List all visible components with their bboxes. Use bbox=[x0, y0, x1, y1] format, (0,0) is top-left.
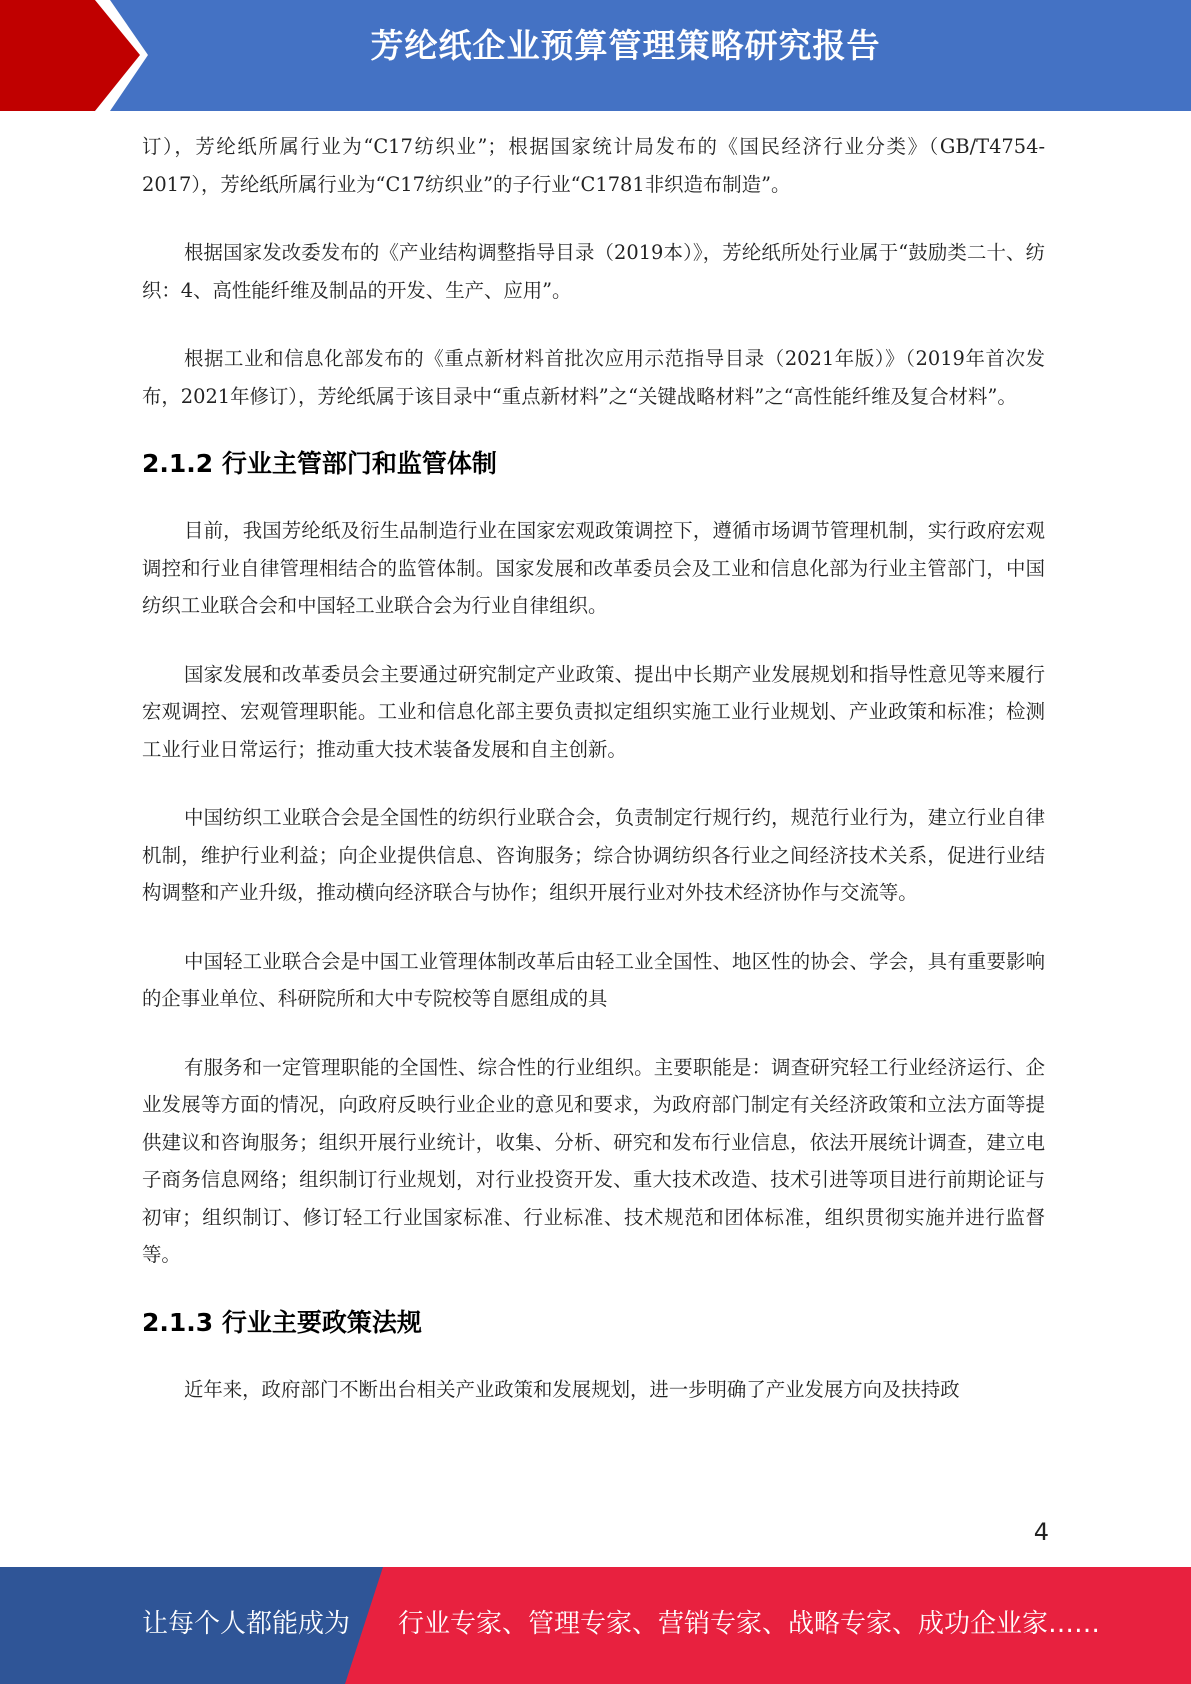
paragraph: 近年来，政府部门不断出台相关产业政策和发展规划，进一步明确了产业发展方向及扶持政 bbox=[184, 1377, 960, 1401]
page-footer bbox=[0, 1567, 1191, 1684]
paragraph: 有服务和一定管理职能的全国性、综合性的行业组织。主要职能是：调查研究轻工行业经济运行、企业发展等方面的情况，向政府反映行业企业的意见和要求，为政府部门制定有关经济政策和立法方面等提供建议和咨询服务；组织开展行业统计，收集、分析、研究和发布行业信息，依法开展统计调查，建立电子商务信息网络；组织制订行业规划，对行业投资开发、重大技术改造、技术引进等项目进行前期论证与初审；组织制订、修订轻工行业国家标准、行业标准、技术规范和团体标准，组织贯彻实施并进行监督等。 bbox=[142, 1055, 1045, 1266]
document-body bbox=[142, 128, 1045, 1439]
section-heading: 2.1.2 行业主管部门和监管体制 bbox=[142, 449, 497, 478]
paragraph: 国家发展和改革委员会主要通过研究制定产业政策、提出中长期产业发展规划和指导性意见等来履行宏观调控、宏观管理职能。工业和信息化部主要负责拟定组织实施工业行业规划、产业政策和标准；检测工业行业日常运行；推动重大技术装备发展和自主创新。 bbox=[142, 662, 1045, 761]
footer-slogan-right: 行业专家、管理专家、营销专家、战略专家、成功企业家…… bbox=[398, 1609, 1101, 1639]
paragraph: 中国轻工业联合会是中国工业管理体制改革后由轻工业全国性、地区性的协会、学会，具有重要影响的企事业单位、科研院所和大中专院校等自愿组成的具 bbox=[142, 949, 1045, 1010]
footer-slogan-left: 让每个人都能成为 bbox=[142, 1609, 351, 1639]
paragraph: 根据国家发改委发布的《产业结构调整指导目录（2019本）》，芳纶纸所处行业属于“鼓励类二十、纺织：4、高性能纤维及制品的开发、生产、应用”。 bbox=[142, 241, 1045, 302]
paragraph: 中国纺织工业联合会是全国性的纺织行业联合会，负责制定行规行约，规范行业行为，建立行业自律机制，维护行业利益；向企业提供信息、咨询服务；综合协调纺织各行业之间经济技术关系，促进行业结构调整和产业升级，推动横向经济联合与协作；组织开展行业对外技术经济协作与交流等。 bbox=[142, 806, 1045, 904]
section-heading: 2.1.3 行业主要政策法规 bbox=[142, 1307, 422, 1337]
paragraph: 根据工业和信息化部发布的《重点新材料首批次应用示范指导目录（2021年版）》（2019年首次发布，2021年修订），芳纶纸属于该目录中“重点新材料”之“关键战略材料”之“高性能纤维及复合材料”。 bbox=[142, 347, 1045, 408]
header-title: 芳纶纸企业预算管理策略研究报告 bbox=[370, 26, 881, 65]
paragraph: 目前，我国芳纶纸及衍生品制造行业在国家宏观政策调控下，遵循市场调节管理机制，实行政府宏观调控和行业自律管理相结合的监管体制。国家发展和改革委员会及工业和信息化部为行业主管部门，中国纺织工业联合会和中国轻工业联合会为行业自律组织。 bbox=[142, 519, 1045, 617]
page-number: 4 bbox=[1033, 1518, 1049, 1546]
paragraph: 订），芳纶纸所属行业为“C17纺织业”；根据国家统计局发布的《国民经济行业分类》（GB/T4754-2017），芳纶纸所属行业为“C17纺织业”的子行业“C1781非织造布制造”。 bbox=[142, 135, 1045, 196]
page-header bbox=[0, 0, 1191, 111]
